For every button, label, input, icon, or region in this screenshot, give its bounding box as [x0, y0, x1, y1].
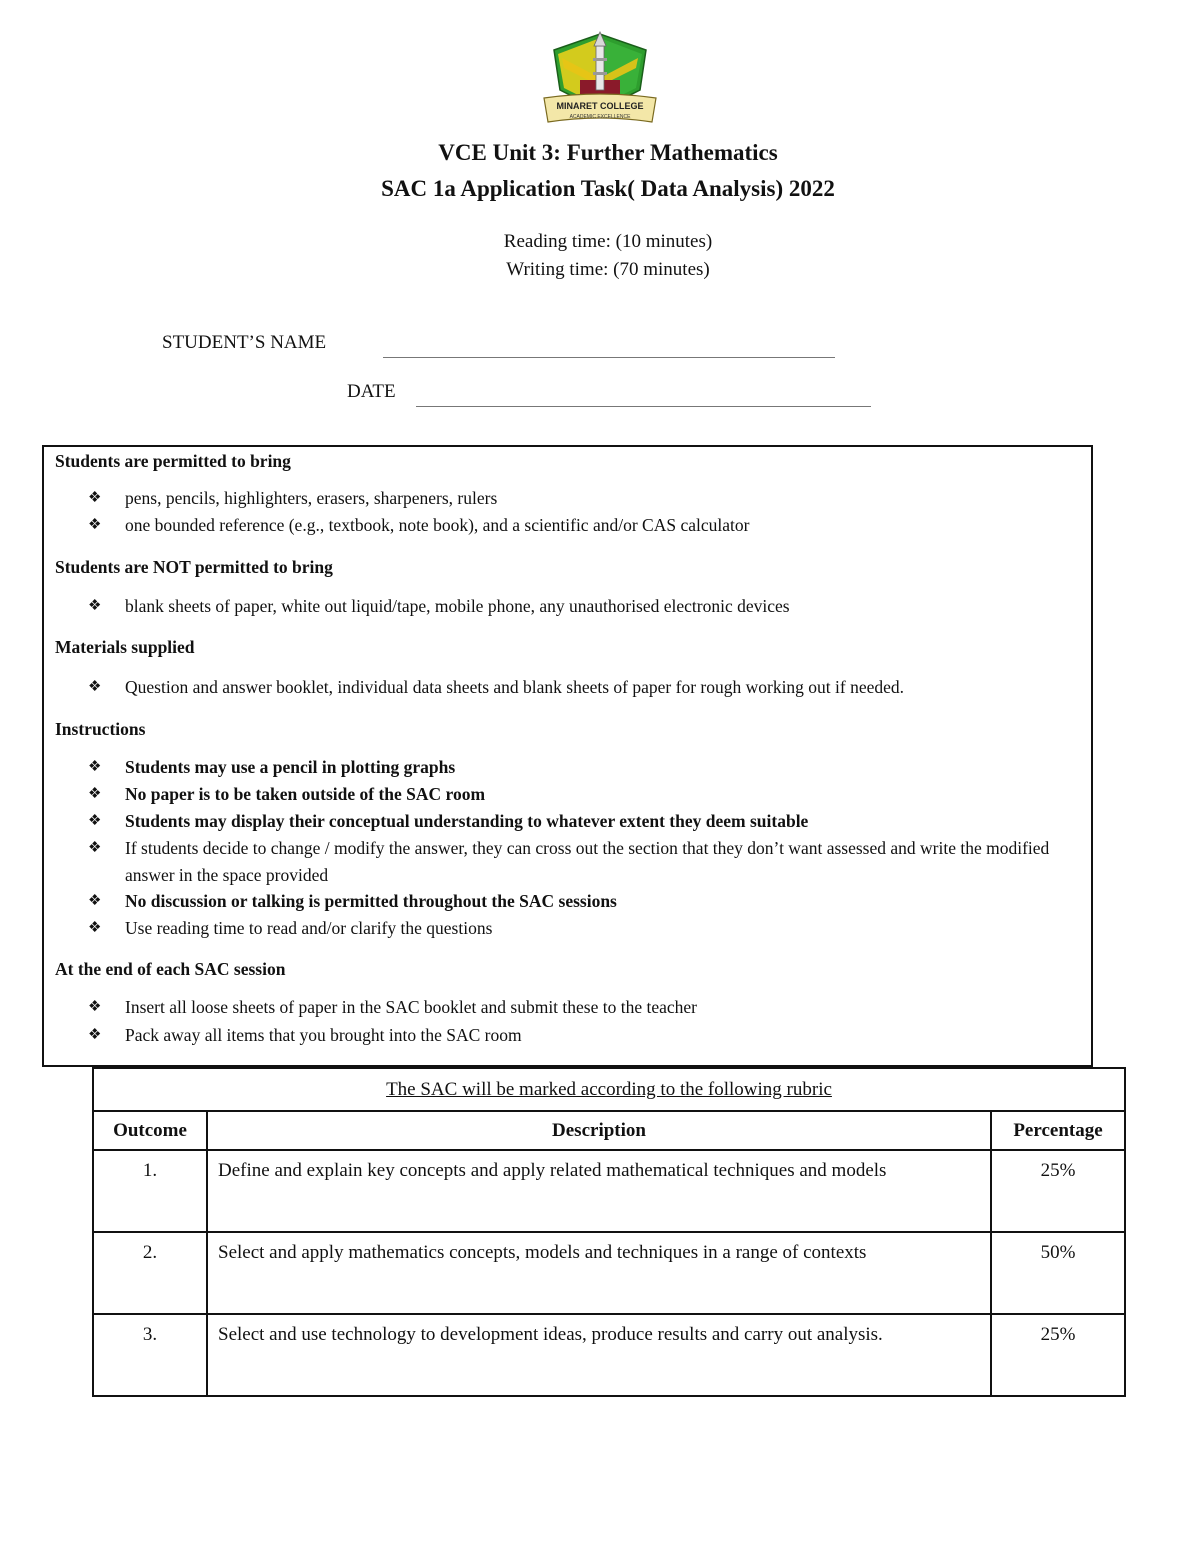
- list-item: ❖ Pack away all items that you brought into the SAC room: [88, 1022, 1088, 1049]
- rules-box: [42, 445, 1093, 1067]
- logo-banner: [544, 94, 656, 122]
- page-title: VCE Unit 3: Further Mathematics: [438, 140, 778, 165]
- student-name-label: STUDENT’S NAME: [162, 332, 327, 353]
- diamond-bullet-icon: ❖: [88, 598, 102, 614]
- date-field[interactable]: [416, 406, 871, 407]
- list-item: ❖ Students may display their conceptual understanding to whatever extent they deem suitable: [88, 808, 1088, 835]
- outcome-cell: 3.: [93, 1314, 207, 1396]
- diamond-bullet-icon: ❖: [88, 1027, 102, 1043]
- end-heading: At the end of each SAC session: [55, 959, 286, 979]
- diamond-bullet-icon: ❖: [88, 813, 102, 829]
- list-item: ❖ Use reading time to read and/or clarify the questions: [88, 915, 1088, 942]
- list-item: ❖ one bounded reference (e.g., textbook, note book), and a scientific and/or CAS calculator: [88, 512, 1088, 539]
- college-logo: [540, 28, 660, 130]
- outcome-cell: 1.: [93, 1150, 207, 1232]
- description-cell: Select and apply mathematics concepts, models and techniques in a range of contexts: [207, 1232, 991, 1314]
- diamond-bullet-icon: ❖: [88, 893, 102, 909]
- logo-subtext: ACADEMIC EXCELLENCE: [569, 114, 631, 120]
- diamond-bullet-icon: ❖: [88, 490, 102, 506]
- list-item: ❖ blank sheets of paper, white out liquid/tape, mobile phone, any unauthorised electronic devices: [88, 593, 1088, 620]
- list-item: ❖ Insert all loose sheets of paper in the SAC booklet and submit these to the teacher: [88, 994, 1088, 1021]
- diamond-bullet-icon: ❖: [88, 517, 102, 533]
- permitted-heading: Students are permitted to bring: [55, 451, 291, 471]
- percentage-cell: 25%: [991, 1314, 1125, 1396]
- list-item: ❖ No paper is to be taken outside of the SAC room: [88, 781, 1088, 808]
- rubric-table: [92, 1067, 1126, 1397]
- table-row: [93, 1150, 1125, 1232]
- diamond-bullet-icon: ❖: [88, 920, 102, 936]
- table-row: [93, 1232, 1125, 1314]
- outcome-cell: 2.: [93, 1232, 207, 1314]
- column-header-percentage: Percentage: [991, 1111, 1125, 1150]
- list-item: ❖ pens, pencils, highlighters, erasers, sharpeners, rulers: [88, 485, 1088, 512]
- diamond-bullet-icon: ❖: [88, 999, 102, 1015]
- instructions-heading: Instructions: [55, 719, 146, 739]
- list-item: ❖ No discussion or talking is permitted throughout the SAC sessions: [88, 888, 1088, 915]
- percentage-cell: 25%: [991, 1150, 1125, 1232]
- description-cell: Select and use technology to development ideas, produce results and carry out analysis.: [207, 1314, 991, 1396]
- table-row: [93, 1314, 1125, 1396]
- date-label: DATE: [347, 381, 396, 402]
- reading-time: Reading time: (10 minutes): [503, 231, 713, 252]
- list-item: ❖ Question and answer booklet, individual data sheets and blank sheets of paper for rough working out if needed.: [88, 674, 1098, 701]
- column-header-outcome: Outcome: [93, 1111, 207, 1150]
- diamond-bullet-icon: ❖: [88, 840, 102, 856]
- page-subtitle: SAC 1a Application Task( Data Analysis) 2022: [381, 176, 835, 201]
- not-permitted-heading: Students are NOT permitted to bring: [55, 557, 333, 577]
- column-header-description: Description: [207, 1111, 991, 1150]
- list-item: ❖ Students may use a pencil in plotting graphs: [88, 754, 1088, 781]
- student-name-field[interactable]: [383, 357, 835, 358]
- writing-time: Writing time: (70 minutes): [506, 259, 710, 280]
- list-item: ❖ If students decide to change / modify the answer, they can cross out the section that they don’t want assessed and write the modified answer in the space provided: [88, 835, 1088, 889]
- diamond-bullet-icon: ❖: [88, 786, 102, 802]
- description-cell: Define and explain key concepts and apply related mathematical techniques and models: [207, 1150, 991, 1232]
- logo-text: MINARET COLLEGE: [556, 101, 644, 111]
- diamond-bullet-icon: ❖: [88, 759, 102, 775]
- diamond-bullet-icon: ❖: [88, 679, 102, 695]
- percentage-cell: 50%: [991, 1232, 1125, 1314]
- materials-heading: Materials supplied: [55, 637, 195, 657]
- rubric-caption: The SAC will be marked according to the following rubric: [93, 1068, 1125, 1111]
